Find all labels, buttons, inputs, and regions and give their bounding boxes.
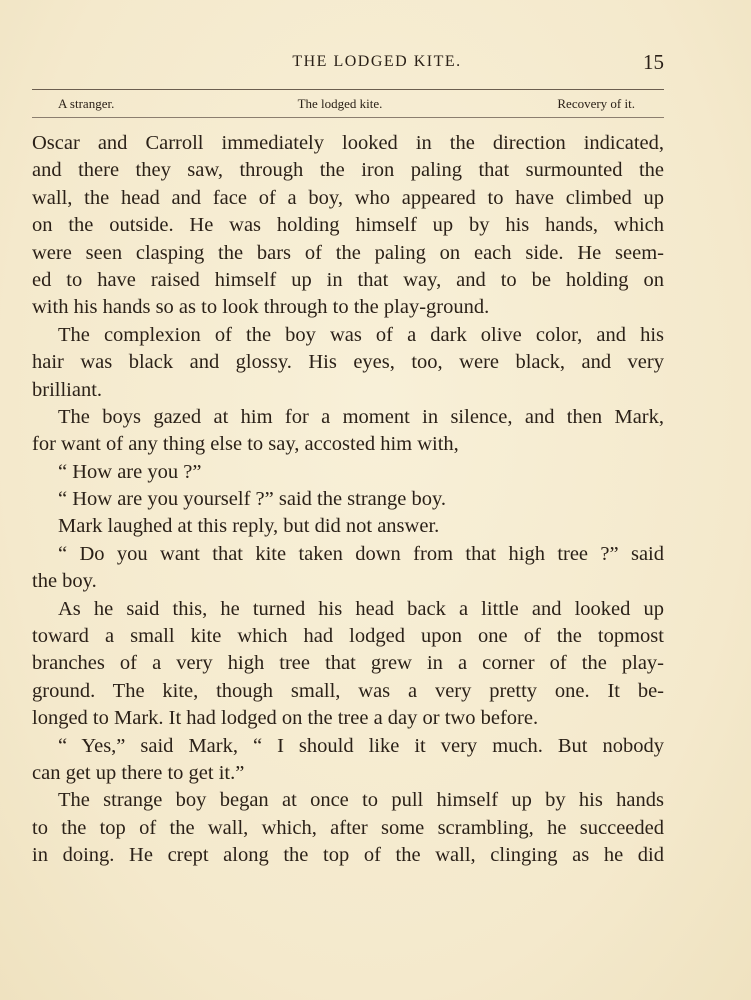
text-line: were seen clasping the bars of the paling on each side. He seem- xyxy=(32,241,664,264)
section-subheads xyxy=(32,96,664,116)
text-line: branches of a very high tree that grew in a corner of the play- xyxy=(32,652,664,675)
text-line: Oscar and Carroll immediately looked in the direction indicated, xyxy=(32,132,664,154)
subhead-left: A stranger. xyxy=(58,96,115,111)
text-line: hair was black and glossy. His eyes, too, were black, and very xyxy=(32,351,664,374)
text-line: The boys gazed at him for a moment in silence, and then Mark, xyxy=(58,405,664,428)
subhead-right: Recovery of it. xyxy=(557,96,635,111)
text-line: in doing. He crept along the top of the wall, clinging as he did xyxy=(32,844,664,867)
page-number: 15 xyxy=(643,50,664,74)
text-line: for want of any thing else to say, accosted him with, xyxy=(32,433,459,456)
text-line: ed to have raised himself up in that way, and to be holding on xyxy=(32,268,664,291)
subhead-rule xyxy=(32,117,664,118)
text-line: The strange boy began at once to pull himself up by his hands xyxy=(58,789,664,812)
text-line: with his hands so as to look through to the play-ground. xyxy=(32,296,490,319)
text-line: brilliant. xyxy=(32,378,103,401)
text-line: longed to Mark. It had lodged on the tree a day or two before. xyxy=(32,707,539,730)
text-line: “ How are you ?” xyxy=(58,460,202,483)
running-head xyxy=(32,50,664,80)
text-line: on the outside. He was holding himself up by his hands, which xyxy=(32,214,664,237)
text-line: “ Yes,” said Mark, “ I should like it very much. But nobody xyxy=(58,734,664,757)
subhead-center: The lodged kite. xyxy=(297,96,383,111)
body-text xyxy=(32,130,664,870)
header-rule xyxy=(32,89,664,90)
text-line: to the top of the wall, which, after some scrambling, he succeeded xyxy=(32,816,664,839)
text-line: The complexion of the boy was of a dark olive color, and his xyxy=(58,323,664,346)
running-title: THE LODGED KITE. xyxy=(292,53,462,70)
text-line: and there they saw, through the iron paling that surmounted the xyxy=(32,159,664,182)
text-line: “ Do you want that kite taken down from that high tree ?” said xyxy=(58,542,664,565)
text-line: can get up there to get it.” xyxy=(32,761,245,784)
text-line: Mark laughed at this reply, but did not answer. xyxy=(58,515,440,538)
text-line: wall, the head and face of a boy, who appeared to have climbed up xyxy=(32,186,664,209)
text-line: As he said this, he turned his head back a little and looked up xyxy=(58,597,664,620)
text-line: toward a small kite which had lodged upon one of the topmost xyxy=(32,625,664,648)
text-line: “ How are you yourself ?” said the strange boy. xyxy=(58,488,447,511)
text-line: the boy. xyxy=(32,570,97,593)
text-line: ground. The kite, though small, was a very pretty one. It be- xyxy=(32,679,664,702)
